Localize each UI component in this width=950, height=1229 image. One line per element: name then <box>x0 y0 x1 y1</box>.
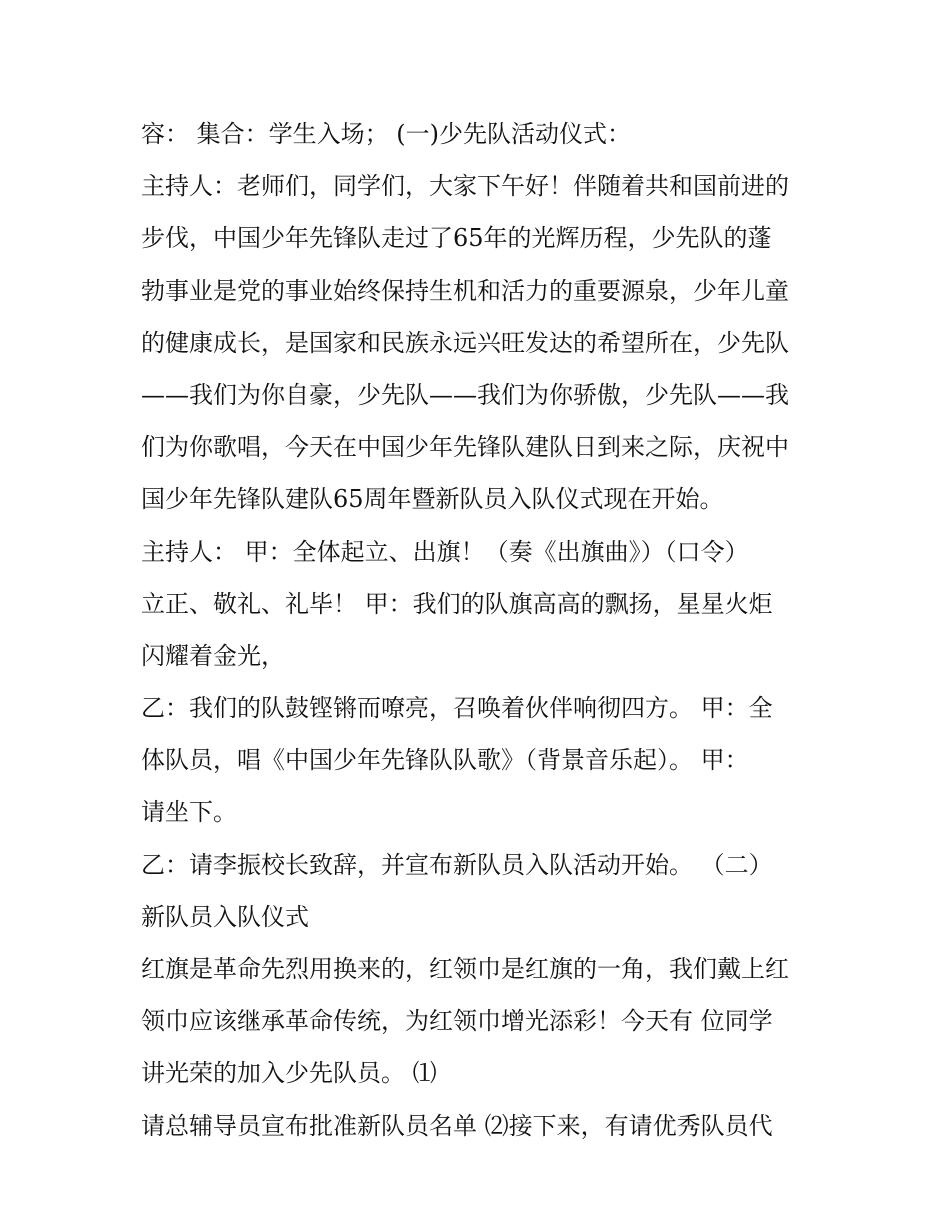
text-line: 步伐，中国少年先锋队走过了65年的光辉历程，少先队的蓬 <box>141 224 772 253</box>
text-line: 勃事业是党的事业始终保持生机和活力的重要源泉，少年儿童 <box>141 276 789 305</box>
text-line: 乙：我们的队鼓铿锵而嘹亮，召唤着伙伴响彻四方。 甲：全 <box>141 694 773 723</box>
document-body <box>141 108 821 1152</box>
text-line: 国少年先锋队建队65周年暨新队员入队仪式现在开始。 <box>141 485 724 514</box>
text-line: 请坐下。 <box>141 798 237 827</box>
text-line: 的健康成长，是国家和民族永远兴旺发达的希望所在，少先队 <box>141 328 789 357</box>
text-line: 体队员，唱《中国少年先锋队队歌》（背景音乐起）。 甲： <box>141 746 749 775</box>
text-line: 请总辅导员宣布批准新队员名单 ⑵接下来，有请优秀队员代 <box>141 1111 773 1140</box>
text-line: 乙：请李振校长致辞，并宣布新队员入队活动开始。 （二） <box>141 850 773 879</box>
text-line: ——我们为你自豪，少先队——我们为你骄傲，少先队——我 <box>141 380 789 409</box>
text-line: 立正、敬礼、礼毕！ 甲：我们的队旗高高的飘扬，星星火炬 <box>141 589 773 618</box>
text-line: 容： 集合：学生入场； (一)少先队活动仪式： <box>141 120 631 148</box>
text-line: 讲光荣的加入少先队员。 ⑴ <box>141 1059 437 1088</box>
text-line: 领巾应该继承革命传统，为红领巾增光添彩！今天有 位同学 <box>141 1007 773 1036</box>
text-line: 主持人： 甲：全体起立、出旗！（奏《出旗曲》）（口令） <box>141 537 749 566</box>
text-line: 红旗是革命先烈用换来的，红领巾是红旗的一角，我们戴上红 <box>141 955 789 983</box>
text-line: 主持人：老师们，同学们，大家下午好！伴随着共和国前进的 <box>141 172 789 201</box>
text-line: 们为你歌唱，今天在中国少年先锋队建队日到来之际，庆祝中 <box>141 433 789 462</box>
text-line: 闪耀着金光， <box>141 641 285 670</box>
text-line: 新队员入队仪式 <box>141 902 309 931</box>
